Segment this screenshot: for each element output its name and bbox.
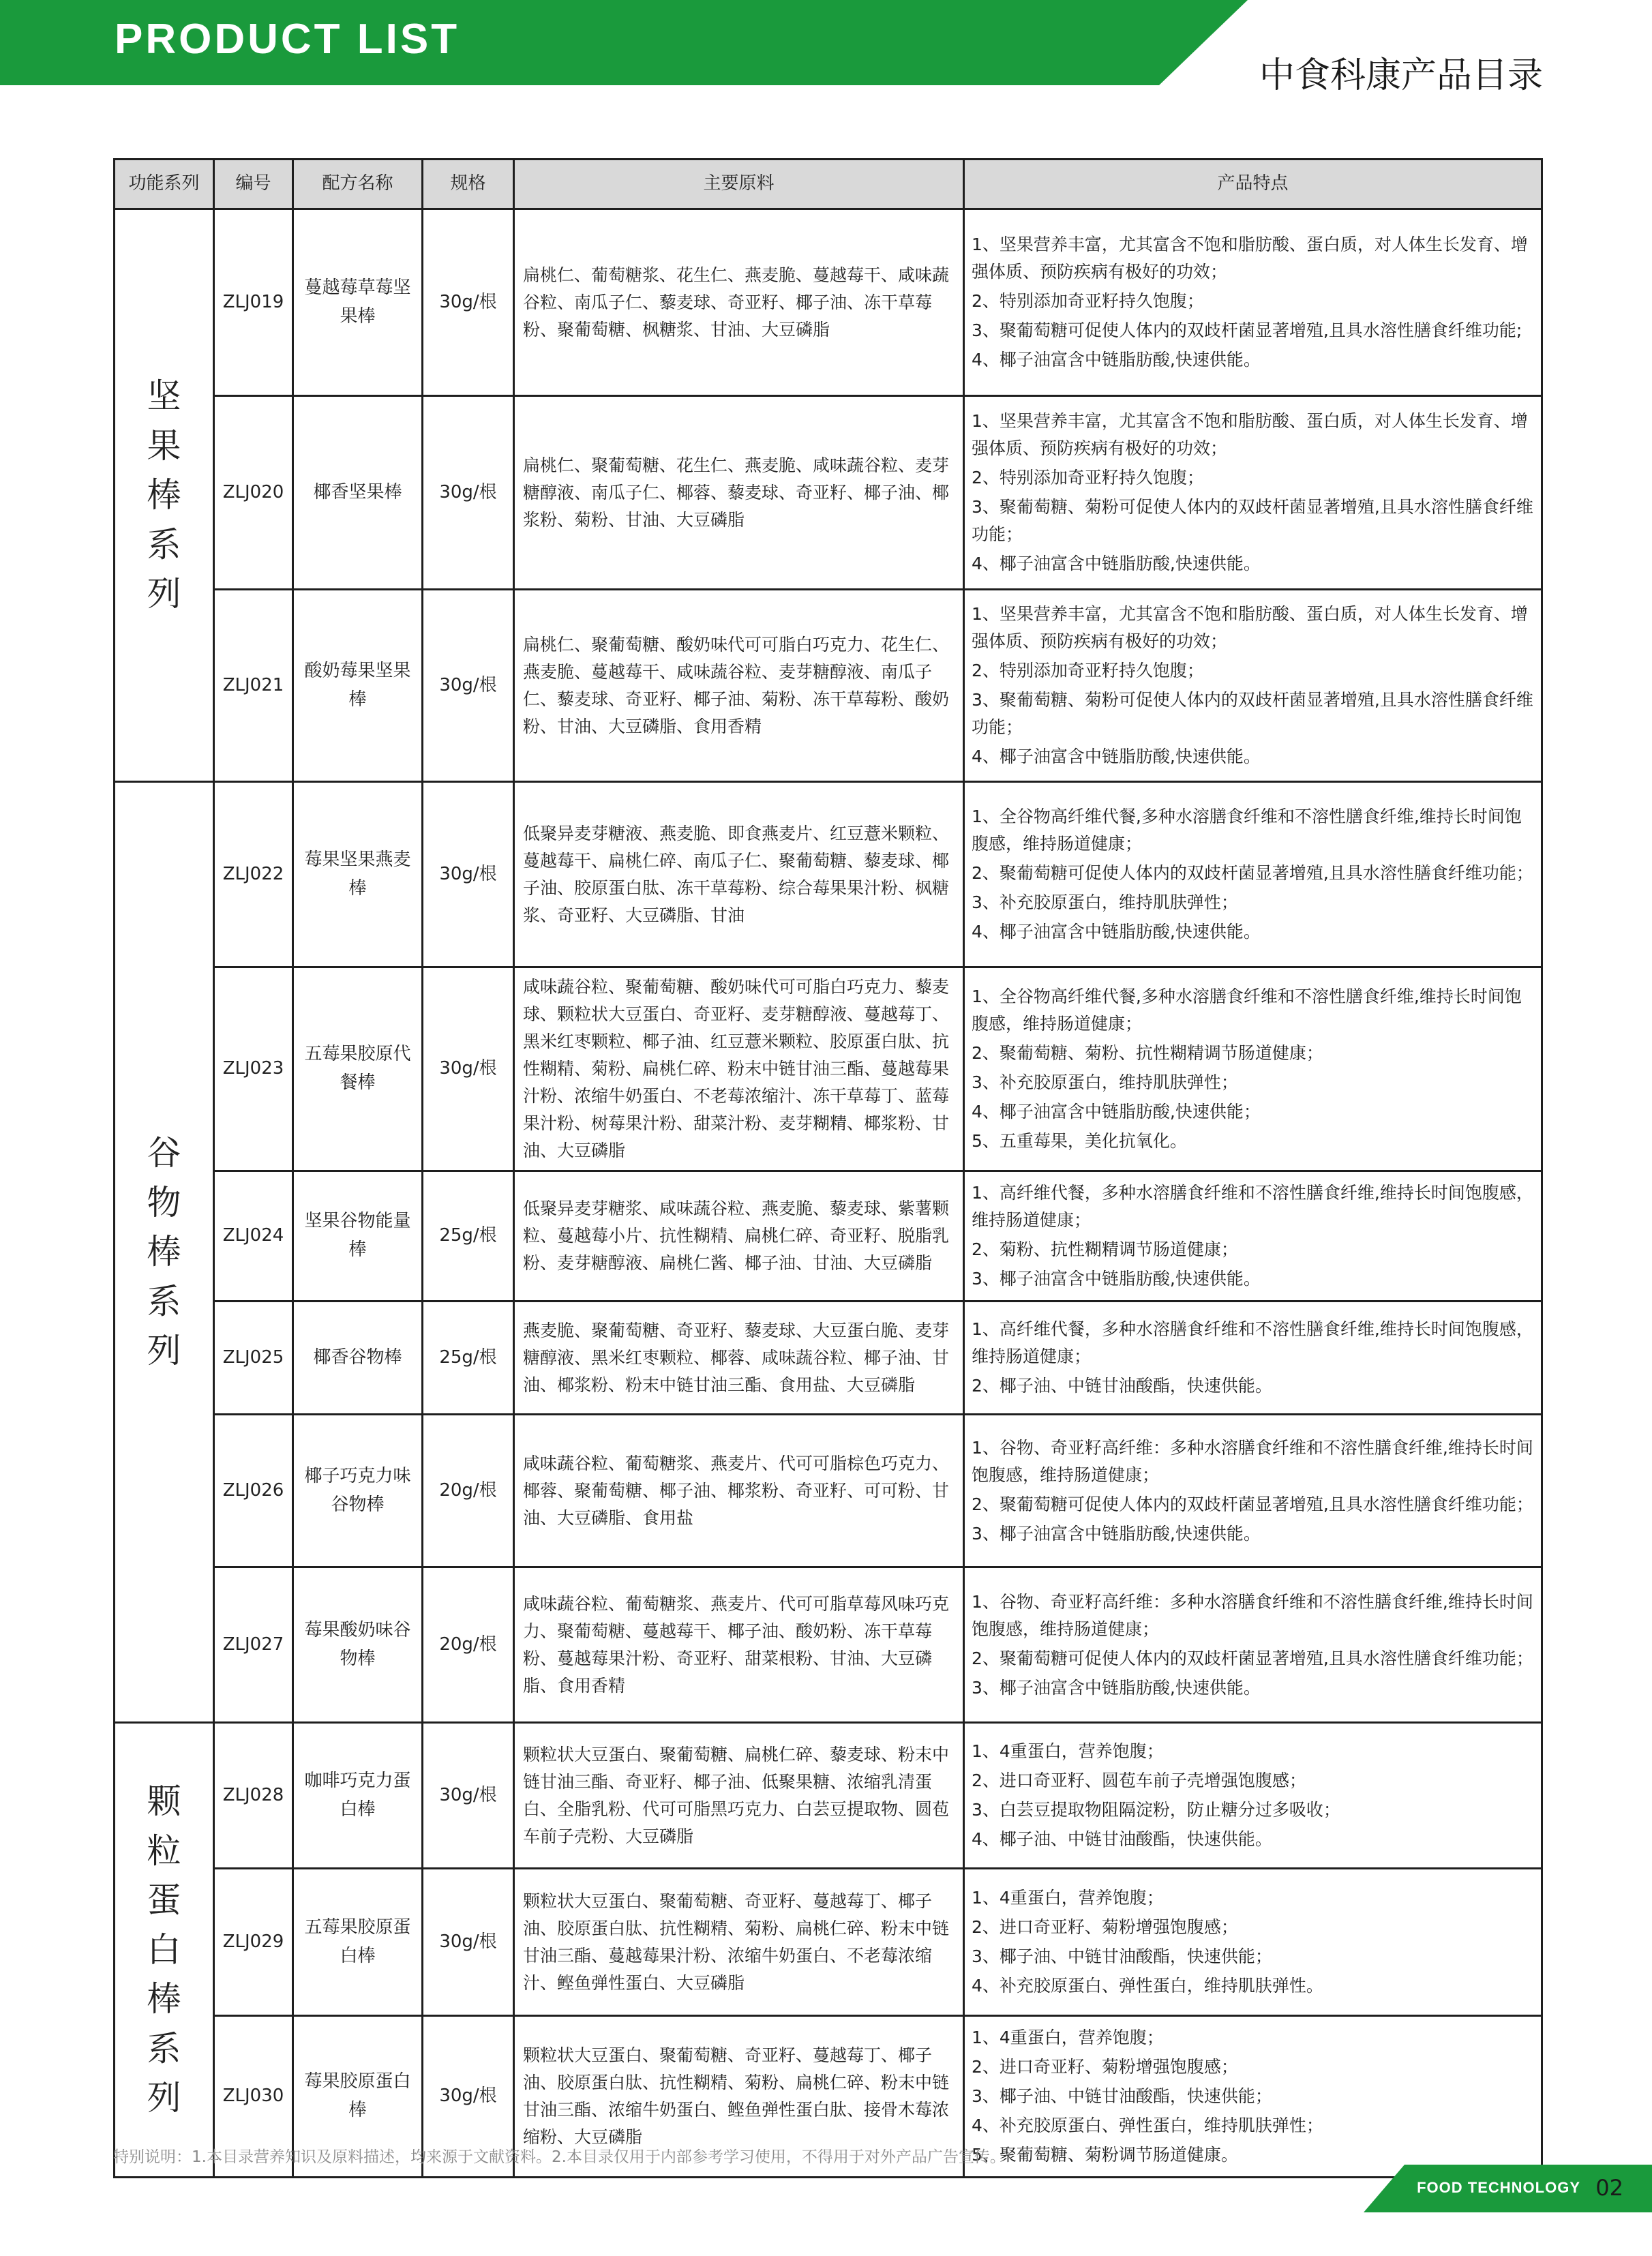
feature-line: 1、坚果营养丰富，尤其富含不饱和脂肪酸、蛋白质，对人体生长发育、增强体质、预防疾病有极好的功效； — [972, 411, 1528, 458]
feature-line: 2、聚葡萄糖、菊粉、抗性糊精调节肠道健康； — [972, 1043, 1323, 1063]
feature-line: 4、椰子油、中链甘油酸酯，快速供能。 — [972, 1829, 1272, 1849]
ingredients-cell: 低聚异麦芽糖浆、咸味蔬谷粒、燕麦脆、藜麦球、紫薯颗粒、蔓越莓小片、抗性糊精、扁桃仁碎、奇亚籽、脱脂乳粉、麦芽糖醇液、扁桃仁酱、椰子油、甘油、大豆磷脂 — [514, 1171, 964, 1302]
feature-line: 2、聚葡萄糖可促使人体内的双歧杆菌显著增殖,且具水溶性膳食纤维功能； — [972, 1494, 1533, 1514]
code-cell: ZLJ027 — [214, 1567, 293, 1723]
name-cell: 蔓越莓草莓坚果棒 — [293, 209, 423, 396]
feature-line: 3、椰子油、中链甘油酸酯，快速供能； — [972, 1946, 1272, 1966]
feature-line: 3、椰子油富含中链脂肪酸,快速供能。 — [972, 1677, 1261, 1698]
spec-cell: 20g/根 — [423, 1567, 514, 1723]
ingredients-cell: 燕麦脆、聚葡萄糖、奇亚籽、藜麦球、大豆蛋白脆、麦芽糖醇液、黑米红枣颗粒、椰蓉、咸味蔬谷粒、椰子油、甘油、椰浆粉、粉末中链甘油三酯、食用盐、大豆磷脂 — [514, 1302, 964, 1415]
spec-cell: 30g/根 — [423, 1723, 514, 1869]
ingredients-cell: 低聚异麦芽糖液、燕麦脆、即食燕麦片、红豆薏米颗粒、蔓越莓干、扁桃仁碎、南瓜子仁、聚葡萄糖、藜麦球、椰子油、胶原蛋白肽、冻干草莓粉、综合莓果果汁粉、枫糖浆、奇亚籽、大豆磷脂、甘油 — [514, 782, 964, 967]
catalog-title: 中食科康产品目录 — [1259, 55, 1543, 96]
ingredients-cell: 颗粒状大豆蛋白、聚葡萄糖、奇亚籽、蔓越莓丁、椰子油、胶原蛋白肽、抗性糊精、菊粉、扁桃仁碎、粉末中链甘油三酯、蔓越莓果汁粉、浓缩牛奶蛋白、不老莓浓缩汁、鲣鱼弹性蛋白、大豆磷脂 — [514, 1869, 964, 2016]
feature-line: 3、聚葡萄糖可促使人体内的双歧杆菌显著增殖,且具水溶性膳食纤维功能; — [972, 320, 1522, 340]
feature-line: 1、4重蛋白，营养饱腹； — [972, 1741, 1164, 1761]
ingredients-cell: 咸味蔬谷粒、聚葡萄糖、酸奶味代可可脂白巧克力、藜麦球、颗粒状大豆蛋白、奇亚籽、麦芽糖醇液、蔓越莓丁、黑米红枣颗粒、椰子油、红豆薏米颗粒、胶原蛋白肽、抗性糊精、菊粉、扁桃仁碎、粉末中链甘油三酯、蔓越莓果汁粉、浓缩牛奶蛋白、不老莓浓缩汁、冻干草莓丁、蓝莓果汁粉、树莓果汁粉、甜菜汁粉、麦芽糊精、椰浆粉、甘油、大豆磷脂 — [514, 967, 964, 1171]
name-cell: 椰香谷物棒 — [293, 1302, 423, 1415]
feature-line: 2、菊粉、抗性糊精调节肠道健康； — [972, 1239, 1238, 1259]
table-row — [115, 396, 1542, 590]
name-cell: 莓果坚果燕麦棒 — [293, 782, 423, 967]
page-number: 02 — [1595, 2175, 1623, 2201]
name-cell: 酸奶莓果坚果棒 — [293, 590, 423, 782]
feature-line: 5、五重莓果，美化抗氧化。 — [972, 1131, 1187, 1151]
ingredients-cell: 咸味蔬谷粒、葡萄糖浆、燕麦片、代可可脂棕色巧克力、椰蓉、聚葡萄糖、椰子油、椰浆粉、奇亚籽、可可粉、甘油、大豆磷脂、食用盐 — [514, 1415, 964, 1567]
spec-cell: 20g/根 — [423, 1415, 514, 1567]
feature-line: 1、全谷物高纤维代餐,多种水溶膳食纤维和不溶性膳食纤维,维持长时间饱腹感，维持肠道健康； — [972, 987, 1522, 1034]
code-cell: ZLJ026 — [214, 1415, 293, 1567]
spec-cell: 30g/根 — [423, 396, 514, 590]
feature-line: 4、补充胶原蛋白、弹性蛋白，维持肌肤弹性。 — [972, 1976, 1323, 1996]
feature-line: 4、椰子油富含中链脂肪酸,快速供能； — [972, 1102, 1261, 1122]
feature-line: 3、补充胶原蛋白，维持肌肤弹性； — [972, 1072, 1238, 1092]
page-header-title: PRODUCT LIST — [115, 16, 460, 63]
ingredients-cell: 扁桃仁、聚葡萄糖、花生仁、燕麦脆、咸味蔬谷粒、麦芽糖醇液、南瓜子仁、椰蓉、藜麦球、奇亚籽、椰子油、椰浆粉、菊粉、甘油、大豆磷脂 — [514, 396, 964, 590]
series-cell — [115, 1723, 214, 2178]
feature-line: 3、聚葡萄糖、菊粉可促使人体内的双歧杆菌显著增殖,且具水溶性膳食纤维功能； — [972, 497, 1533, 544]
feature-line: 4、椰子油富含中链脂肪酸,快速供能。 — [972, 554, 1261, 573]
feature-line: 5、聚葡萄糖、菊粉调节肠道健康。 — [972, 2145, 1238, 2165]
features-cell — [964, 1869, 1542, 2016]
spec-cell: 30g/根 — [423, 1869, 514, 2016]
name-cell: 莓果胶原蛋白棒 — [293, 2016, 423, 2178]
ingredients-cell: 扁桃仁、聚葡萄糖、酸奶味代可可脂白巧克力、花生仁、燕麦脆、蔓越莓干、咸味蔬谷粒、麦芽糖醇液、南瓜子仁、藜麦球、奇亚籽、椰子油、菊粉、冻干草莓粉、酸奶粉、甘油、大豆磷脂、食用香精 — [514, 590, 964, 782]
features-cell — [964, 967, 1542, 1171]
feature-line: 3、椰子油富含中链脂肪酸,快速供能。 — [972, 1523, 1261, 1544]
code-cell: ZLJ022 — [214, 782, 293, 967]
code-cell: ZLJ030 — [214, 2016, 293, 2178]
series-cell — [115, 209, 214, 782]
feature-line: 4、补充胶原蛋白、弹性蛋白，维持肌肤弹性； — [972, 2116, 1323, 2135]
feature-line: 2、特别添加奇亚籽持久饱腹； — [972, 291, 1204, 311]
code-cell: ZLJ024 — [214, 1171, 293, 1302]
name-cell: 椰子巧克力味谷物棒 — [293, 1415, 423, 1567]
feature-line: 2、特别添加奇亚籽持久饱腹； — [972, 468, 1204, 487]
column-header-features: 产品特点 — [964, 160, 1542, 209]
spec-cell: 30g/根 — [423, 782, 514, 967]
column-header-code: 编号 — [214, 160, 293, 209]
features-cell — [964, 590, 1542, 782]
feature-line: 2、椰子油、中链甘油酸酯，快速供能。 — [972, 1376, 1272, 1396]
table-row — [115, 1302, 1542, 1415]
feature-line: 4、椰子油富含中链脂肪酸,快速供能。 — [972, 747, 1261, 766]
spec-cell: 30g/根 — [423, 967, 514, 1171]
code-cell: ZLJ021 — [214, 590, 293, 782]
table-header-row — [115, 160, 1542, 209]
feature-line: 1、坚果营养丰富，尤其富含不饱和脂肪酸、蛋白质，对人体生长发育、增强体质、预防疾病有极好的功效； — [972, 235, 1528, 282]
feature-line: 3、聚葡萄糖、菊粉可促使人体内的双歧杆菌显著增殖,且具水溶性膳食纤维功能； — [972, 690, 1533, 737]
spec-cell: 30g/根 — [423, 209, 514, 396]
name-cell: 坚果谷物能量棒 — [293, 1171, 423, 1302]
features-cell — [964, 1567, 1542, 1723]
code-cell: ZLJ023 — [214, 967, 293, 1171]
table-row — [115, 1723, 1542, 1869]
feature-line: 2、聚葡萄糖可促使人体内的双歧杆菌显著增殖,且具水溶性膳食纤维功能； — [972, 863, 1533, 883]
feature-line: 3、白芸豆提取物阻隔淀粉，防止糖分过多吸收； — [972, 1800, 1340, 1820]
feature-line: 1、高纤维代餐，多种水溶膳食纤维和不溶性膳食纤维,维持长时间饱腹感，维持肠道健康； — [972, 1319, 1533, 1366]
table-header — [115, 160, 1542, 209]
feature-line: 2、特别添加奇亚籽持久饱腹； — [972, 661, 1204, 680]
table-row — [115, 1869, 1542, 2016]
column-header-series: 功能系列 — [115, 160, 214, 209]
table-row — [115, 1415, 1542, 1567]
table-row — [115, 1567, 1542, 1723]
column-header-spec: 规格 — [423, 160, 514, 209]
table-row — [115, 782, 1542, 967]
series-label: 坚果棒系列 — [147, 376, 181, 614]
column-header-name: 配方名称 — [293, 160, 423, 209]
feature-line: 1、谷物、奇亚籽高纤维：多种水溶膳食纤维和不溶性膳食纤维,维持长时间饱腹感，维持肠道健康； — [972, 1591, 1533, 1639]
series-label: 颗粒蛋白棒系列 — [147, 1781, 181, 2118]
features-cell — [964, 396, 1542, 590]
spec-cell: 30g/根 — [423, 2016, 514, 2178]
table-row — [115, 967, 1542, 1171]
table-row — [115, 1171, 1542, 1302]
code-cell: ZLJ028 — [214, 1723, 293, 1869]
name-cell: 椰香坚果棒 — [293, 396, 423, 590]
feature-line: 4、椰子油富含中链脂肪酸,快速供能。 — [972, 922, 1261, 942]
feature-line: 1、坚果营养丰富，尤其富含不饱和脂肪酸、蛋白质，对人体生长发育、增强体质、预防疾病有极好的功效； — [972, 604, 1528, 651]
name-cell: 五莓果胶原蛋白棒 — [293, 1869, 423, 2016]
features-cell — [964, 209, 1542, 396]
feature-line: 1、4重蛋白，营养饱腹； — [972, 1888, 1164, 1908]
feature-line: 2、进口奇亚籽、圆苞车前子壳增强饱腹感； — [972, 1771, 1306, 1790]
code-cell: ZLJ019 — [214, 209, 293, 396]
feature-line: 4、椰子油富含中链脂肪酸,快速供能。 — [972, 350, 1261, 370]
spec-cell: 25g/根 — [423, 1302, 514, 1415]
footer-note: 特别说明：1.本目录营养知识及原料描述，均来源于文献资料。2.本目录仅用于内部参考学习使用，不得用于对外产品广告宣传。 — [113, 2148, 1006, 2166]
features-cell — [964, 1302, 1542, 1415]
name-cell: 咖啡巧克力蛋白棒 — [293, 1723, 423, 1869]
features-cell — [964, 1723, 1542, 1869]
spec-cell: 30g/根 — [423, 590, 514, 782]
feature-line: 3、补充胶原蛋白，维持肌肤弹性； — [972, 892, 1238, 912]
code-cell: ZLJ025 — [214, 1302, 293, 1415]
features-cell — [964, 2016, 1542, 2178]
feature-line: 1、4重蛋白，营养饱腹； — [972, 2028, 1164, 2047]
feature-line: 2、进口奇亚籽、菊粉增强饱腹感； — [972, 2057, 1238, 2077]
product-table — [113, 158, 1543, 2178]
features-cell — [964, 1415, 1542, 1567]
footer-brand: FOOD TECHNOLOGY — [1417, 2179, 1580, 2196]
features-cell — [964, 1171, 1542, 1302]
feature-line: 2、进口奇亚籽、菊粉增强饱腹感； — [972, 1917, 1238, 1937]
column-header-ingredients: 主要原料 — [514, 160, 964, 209]
feature-line: 2、聚葡萄糖可促使人体内的双歧杆菌显著增殖,且具水溶性膳食纤维功能； — [972, 1648, 1533, 1668]
code-cell: ZLJ029 — [214, 1869, 293, 2016]
feature-line: 1、全谷物高纤维代餐,多种水溶膳食纤维和不溶性膳食纤维,维持长时间饱腹感，维持肠道健康； — [972, 807, 1522, 854]
table-body — [115, 209, 1542, 2178]
name-cell: 五莓果胶原代餐棒 — [293, 967, 423, 1171]
name-cell: 莓果酸奶味谷物棒 — [293, 1567, 423, 1723]
feature-line: 1、谷物、奇亚籽高纤维：多种水溶膳食纤维和不溶性膳食纤维,维持长时间饱腹感，维持肠道健康； — [972, 1437, 1533, 1485]
spec-cell: 25g/根 — [423, 1171, 514, 1302]
table-row — [115, 590, 1542, 782]
features-cell — [964, 782, 1542, 967]
feature-line: 3、椰子油富含中链脂肪酸,快速供能。 — [972, 1269, 1261, 1289]
series-label: 谷物棒系列 — [147, 1133, 181, 1371]
feature-line: 3、椰子油、中链甘油酸酯，快速供能； — [972, 2086, 1272, 2106]
ingredients-cell: 扁桃仁、葡萄糖浆、花生仁、燕麦脆、蔓越莓干、咸味蔬谷粒、南瓜子仁、藜麦球、奇亚籽、椰子油、冻干草莓粉、聚葡萄糖、枫糖浆、甘油、大豆磷脂 — [514, 209, 964, 396]
feature-line: 1、高纤维代餐，多种水溶膳食纤维和不溶性膳食纤维,维持长时间饱腹感，维持肠道健康； — [972, 1183, 1533, 1230]
series-cell — [115, 782, 214, 1723]
ingredients-cell: 颗粒状大豆蛋白、聚葡萄糖、扁桃仁碎、藜麦球、粉末中链甘油三酯、奇亚籽、椰子油、低聚果糖、浓缩乳清蛋白、全脂乳粉、代可可脂黑巧克力、白芸豆提取物、圆苞车前子壳粉、大豆磷脂 — [514, 1723, 964, 1869]
table-row — [115, 209, 1542, 396]
ingredients-cell: 咸味蔬谷粒、葡萄糖浆、燕麦片、代可可脂草莓风味巧克力、聚葡萄糖、蔓越莓干、椰子油、酸奶粉、冻干草莓粉、蔓越莓果汁粉、奇亚籽、甜菜根粉、甘油、大豆磷脂、食用香精 — [514, 1567, 964, 1723]
ingredients-cell: 颗粒状大豆蛋白、聚葡萄糖、奇亚籽、蔓越莓丁、椰子油、胶原蛋白肽、抗性糊精、菊粉、扁桃仁碎、粉末中链甘油三酯、浓缩牛奶蛋白、鲣鱼弹性蛋白肽、接骨木莓浓缩粉、大豆磷脂 — [514, 2016, 964, 2178]
code-cell: ZLJ020 — [214, 396, 293, 590]
